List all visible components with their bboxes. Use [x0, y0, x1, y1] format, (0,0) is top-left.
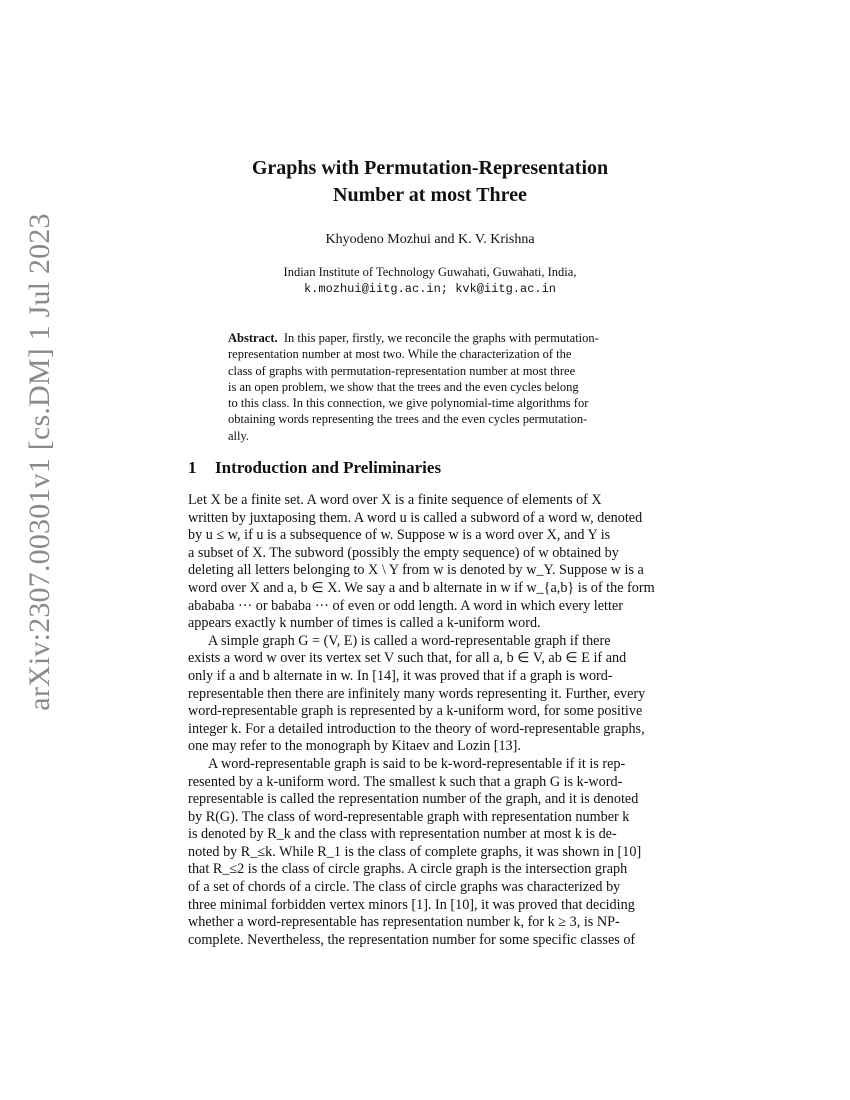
body-line: A word-representable graph is said to be k-word-representable if it is rep- [208, 755, 626, 772]
abstract-line: to this class. In this connection, we give polynomial-time algorithms for [228, 396, 589, 411]
body-line: Let X be a finite set. A word over X is a finite sequence of elements of X [188, 492, 602, 508]
affiliation-block [150, 264, 710, 298]
arxiv-identifier: arXiv:2307.00301v1 [cs.DM] 1 Jul 2023 [23, 213, 56, 711]
body-line: representable is called the representation number of the graph, and it is denoted [188, 791, 639, 808]
paper-title [150, 155, 710, 209]
body-line: representable then there are infinitely many words representing it. Further, every [188, 685, 646, 702]
section-heading [188, 458, 441, 478]
body-text [188, 492, 671, 949]
abstract [228, 330, 633, 444]
title-line: Number at most Three [333, 184, 527, 206]
body-line: appears exactly k number of times is called a k-uniform word. [188, 615, 541, 632]
body-line: exists a word w over its vertex set V such that, for all a, b ∈ V, ab ∈ E if and [188, 650, 627, 667]
body-line: of a set of chords of a circle. The class of circle graphs was characterized by [188, 879, 621, 896]
body-line: only if a and b alternate in w. In [14], it was proved that if a graph is word- [188, 667, 613, 684]
body-line: a subset of X. The subword (possibly the empty sequence) of w obtained by [188, 544, 619, 561]
body-line: three minimal forbidden vertex minors [1]. In [10], it was proved that deciding [188, 896, 635, 913]
body-line: word over X and a, b ∈ X. We say a and b alternate in w if w_{a,b} is of the form [188, 579, 655, 596]
body-line: by R(G). The class of word-representable graph with representation number k [188, 808, 630, 825]
abstract-label: Abstract. [228, 331, 278, 345]
body-line: whether a word-representable has representation number k, for k ≥ 3, is NP- [188, 914, 620, 931]
abstract-line: In this paper, firstly, we reconcile the graphs with permutation- [283, 331, 599, 345]
author-emails: k.mozhui@iitg.ac.in; kvk@iitg.ac.in [303, 282, 557, 296]
body-line: that R_≤2 is the class of circle graphs. A circle graph is the intersection graph [188, 861, 628, 878]
body-line: resented by a k-uniform word. The smallest k such that a graph G is k-word- [188, 773, 623, 790]
body-line: written by juxtaposing them. A word u is called a subword of a word w, denoted [188, 509, 643, 526]
body-line: complete. Nevertheless, the representation number for some specific classes of [188, 931, 636, 948]
abstract-line: obtaining words representing the trees and the even cycles permutation- [228, 412, 588, 427]
body-line: deleting all letters belonging to X \ Y from w is denoted by w_Y. Suppose w is a [188, 562, 644, 579]
title-line: Graphs with Permutation-Representation [251, 157, 609, 179]
body-line: one may refer to the monograph by Kitaev and Lozin [13]. [188, 738, 521, 755]
abstract-line: representation number at most two. While the characterization of the [228, 347, 572, 362]
body-line: A simple graph G = (V, E) is called a word-representable graph if there [208, 632, 611, 649]
body-line: noted by R_≤k. While R_1 is the class of complete graphs, it was shown in [10] [188, 843, 642, 860]
authors: Khyodeno Mozhui and K. V. Krishna [325, 232, 535, 247]
body-line: integer k. For a detailed introduction to the theory of word-representable graphs, [188, 720, 645, 737]
abstract-line: is an open problem, we show that the trees and the even cycles belong [228, 379, 579, 394]
body-line: is denoted by R_k and the class with representation number at most k is de- [188, 826, 617, 843]
section-title: Introduction and Preliminaries [215, 458, 442, 477]
abstract-line: ally. [228, 428, 250, 443]
body-line: abababa ··· or bababa ··· of even or odd length. A word in which every letter [188, 597, 623, 614]
abstract-line: class of graphs with permutation-representation number at most three [228, 363, 576, 378]
body-line: word-representable graph is represented by a k-uniform word, for some positive [188, 703, 643, 720]
arxiv-sidebar [0, 0, 80, 1100]
section-number: 1 [188, 458, 197, 477]
body-line: by u ≤ w, if u is a subsequence of w. Suppose w is a word over X, and Y is [188, 527, 611, 544]
affiliation: Indian Institute of Technology Guwahati, Guwahati, India, [283, 265, 577, 279]
